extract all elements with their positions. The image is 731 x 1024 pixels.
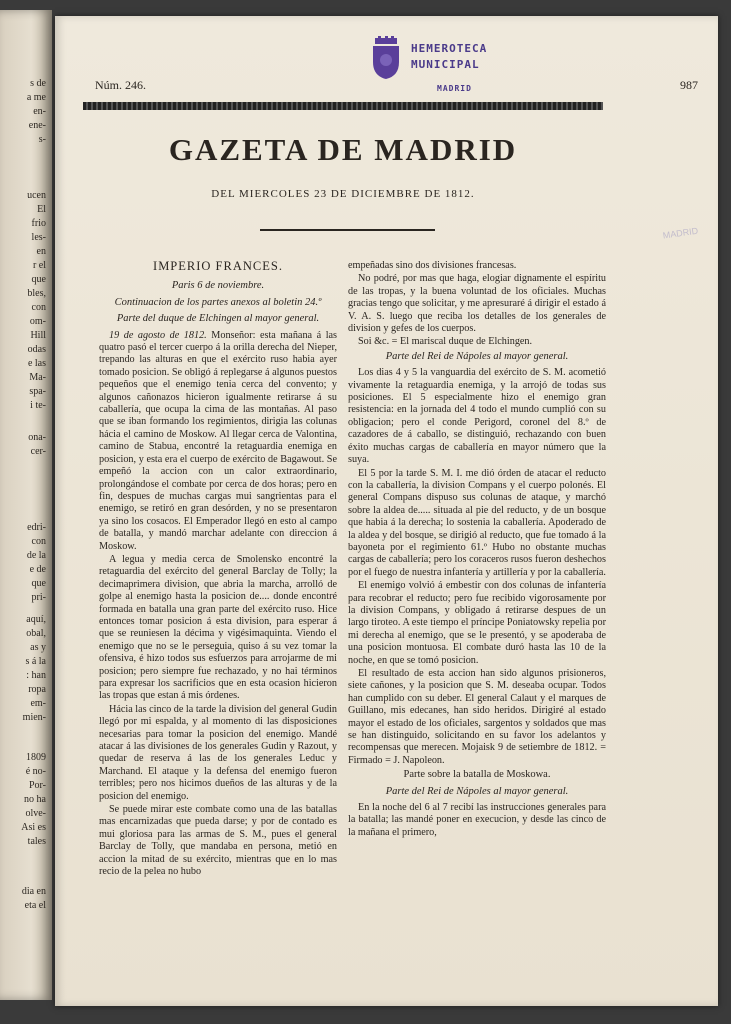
paragraph: empeñadas sino dos divisiones francesas. xyxy=(348,260,517,271)
dateline-place: Paris 6 de noviembre. xyxy=(171,280,265,292)
facing-page-text-fragment: en xyxy=(36,246,46,257)
library-stamp xyxy=(365,30,515,100)
facing-page-text-fragment: s á la xyxy=(25,656,46,667)
facing-page-text-fragment: Hill xyxy=(30,330,46,341)
facing-page-text-fragment: ona- xyxy=(28,432,46,443)
stamp-line-2: MUNICIPAL xyxy=(411,58,480,71)
masthead-title: GAZETA DE MADRID xyxy=(168,132,518,167)
facing-page-text-fragment: Por- xyxy=(28,780,46,791)
facing-page-text-fragment: é no- xyxy=(25,766,46,777)
facing-page-text-fragment: mien- xyxy=(22,712,46,723)
facing-page-text-fragment: a me xyxy=(26,92,46,103)
facing-page-text-fragment: les- xyxy=(31,232,46,243)
facing-page-text-fragment: cer- xyxy=(30,446,46,457)
facing-page-text-fragment: e las xyxy=(27,358,46,369)
paragraph: A legua y media cerca de Smolensko encontré la retaguardia del exército del general Barclay de Tolly; la decimaprimera division, que abria la marcha, arrolló de golpe al enemigo hasta la posicion de.... donde encontré formada en batalla una gran parte del exército ruso. Hice entonces tomar posicion á esta division, para esperar á que se reuniesen la décima y vigésimaquinta. Viendo el enemigo que no se le perseguia, quiso á su vez tomar la ofensiva, é hizo todos sus esfuerzos para arrojarme de mi posicion; pero siempre fue rechazado, y no hai términos para expresar los sacrificios que en esta ocasion hicieron las tropas que estan á mis órdenes. xyxy=(99,553,337,702)
facing-page-text-fragment: ropa xyxy=(28,684,46,695)
facing-page-text-fragment: s de xyxy=(30,78,46,89)
paragraph: 19 de agosto de 1812. Monseñor: esta mañana á las quatro pasó el tercer cuerpo á la orilla derecha del Nieper, trepando las alturas en que el exército ruso habia ayer tomado posicion. Se obligó á replegarse á algunos puestos pequeños que el enemigo tenia cerca del convento; y algunos cañonazos hicieron igualmente retirarse á su caballería, que ocupa la cima de las montañas. Al paso que se iban formando los regimientos, dirigia las colunas hácia el camino de Moskow. Al llegar cerca de Valontina, camino de Stabua, encontré la retaguardia enemiga en posicion, y esta era el cuerpo de exército de Bagawout. Se empeñó la accion con un calor extraordinario, prolongándose el combate por cerca de dos horas; pero en fin, despues de muchas cargas mui sangrientas para el enemigo, se retiró en gran desórden, y no se presentaron ya sino los cosacos. El Emperador llegó en esto al campo de batalla, y mandó marchar adelante con direccion á Moskow. xyxy=(99,329,338,552)
paragraph: Hácia las cinco de la tarde la division del general Gudin llegó por mi espalda, y al momento di las disposiciones necesarias para tomar la posicion del enemigo. Mandé atacar á las divisiones de los generales Gudin y Razout, y quedar de reserva á las de los generales Leduc y Marchand. El ataque y la defensa del enemigo fueron terribles; pero nos hicimos dueños de las alturas y de la posicion del enemigo. xyxy=(99,703,338,802)
facing-page-text-fragment: odas xyxy=(27,344,46,355)
issue-number: Núm. 246. xyxy=(95,78,146,92)
facing-page-text-fragment: eta el xyxy=(24,900,46,911)
stamp-line-1: HEMEROTECA xyxy=(411,42,488,55)
facing-page-text-fragment: con xyxy=(31,302,46,313)
facing-page-text-fragment: : han xyxy=(26,670,46,681)
subheading-report: Parte del duque de Elchingen al mayor general. xyxy=(116,313,320,325)
crown-seal-icon xyxy=(369,36,403,80)
facing-page-text-fragment: spa- xyxy=(29,386,46,397)
column-left xyxy=(99,260,337,880)
paragraph: El 5 por la tarde S. M. I. me dió órden de atacar el reducto con la caballería, la division Compans y el cuerpo polonés. El general Compans dispuso sus colunas de ataque, y marchó sobre la aldea de..... situada al pie del reducto, y de un bosque que habia á la derecha; lo sostenia la caballería. Apoderado de la aldea y del bosque, se dirigió al reducto, que fue tomado á la bayoneta por el regimiento 61.º Hubo no obstante muchas cargas de caballería; pero los coraceros rusos fueron deshechos por el fuego de nuestra infantería y artillería y por la caballería. xyxy=(348,467,606,578)
facing-page-text-fragment: ene- xyxy=(28,120,46,131)
paragraph: El enemigo volvió á embestir con dos colunas de infantería para recobrar el reducto; pero fue recibido vigorosamente por la division Compans, y obligado á retirarse despues de un largo tiroteo. A este tiempo el príncipe Poniatowsky repelia por mi derecha al enemigo, que se le presentó, y se apoderaba de una posicion montuosa. El combate duró hasta las 10 de la noche, en que se tomó posicion. xyxy=(348,580,606,666)
facing-page-text-fragment: e de xyxy=(29,564,46,575)
facing-page-text-fragment: om- xyxy=(29,316,46,327)
date-rule xyxy=(260,229,435,231)
paragraph: Los dias 4 y 5 la vanguardia del exército de S. M. acometió vivamente la retaguardia enemiga, y la arrojó de todas sus posiciones. El 5 especialmente hizo el enemigo gran resistencia: en la jornada del 4 todo el mundo cumplió con su obligacion; pero el conde Perigord, coronel del 8.º de cazadores de á caballo, se distinguió, rechazando con buen éxito muchas cargas de caballería en mayor número que la suya. xyxy=(348,367,606,466)
facing-page-text-fragment: bles, xyxy=(27,288,46,299)
paragraph: En la noche del 6 al 7 recibí las instrucciones generales para la batalla; las mandé poner en execucion, y desde las cinco de la mañana el primero, xyxy=(348,802,606,838)
facing-page-text-fragment: no ha xyxy=(24,794,46,805)
stamp-line-3: MADRID xyxy=(437,84,472,93)
facing-page-text-fragment: de la xyxy=(26,550,46,561)
paragraph: Soi &c. = El mariscal duque de Elchingen. xyxy=(358,336,533,348)
facing-page-text-fragment: pri- xyxy=(31,592,46,603)
facing-page-edge xyxy=(0,10,52,1000)
newspaper-page xyxy=(55,16,718,1006)
facing-page-text-fragment: que xyxy=(31,578,46,589)
facing-page-text-fragment: con xyxy=(31,536,46,547)
facing-page-text-fragment: r el xyxy=(32,260,46,271)
paragraph: No podré, por mas que haga, elogiar dignamente el espíritu de las tropas, y la buena voluntad de los oficiales. Muchas gracias tengo que solicitar, y me apresuraré á dirigir el estado á V. A. S. luego que reciba los detalles de los generales de division y gefes de los cuerpos. xyxy=(348,273,606,335)
facing-page-text-fragment: que xyxy=(31,274,46,285)
facing-page-text-fragment: as y xyxy=(30,642,46,653)
facing-page-text-fragment: edri- xyxy=(27,522,46,533)
column-right xyxy=(348,260,606,840)
facing-page-text-fragment: i te- xyxy=(30,400,46,411)
facing-page-text-fragment: tales xyxy=(27,836,46,847)
facing-page-text-fragment: El xyxy=(37,204,46,215)
facing-page-text-fragment: frio xyxy=(31,218,46,229)
facing-page-text-fragment: 1809 xyxy=(26,752,46,763)
facing-page-text-fragment: olve- xyxy=(25,808,46,819)
subheading-battle: Parte sobre la batalla de Moskowa. xyxy=(403,769,551,781)
facing-page-text-fragment: Ma- xyxy=(29,372,46,383)
facing-page-text-fragment: aquí, xyxy=(26,614,46,625)
facing-page-text-fragment: Asi es xyxy=(21,822,46,833)
section-heading: IMPERIO FRANCES. xyxy=(153,259,283,273)
paragraph-date: 19 de agosto de 1812. xyxy=(109,329,207,341)
facing-page-text-fragment: ucen xyxy=(27,190,46,201)
paragraph: Se puede mirar este combate como una de las batallas mas encarnizadas que pueda darse; y por de contado es mui gloriosa para las armas de S. M., pues el general Barclay de Tolly, que mandaba en persona, metió en accion la mitad de su exército, mientras que en lo mas recio de la pelea no hubo xyxy=(99,804,337,878)
faded-side-stamp xyxy=(640,193,722,263)
header-rule xyxy=(83,102,603,110)
facing-page-text-fragment: em- xyxy=(30,698,46,709)
facing-page-text-fragment: en- xyxy=(33,106,46,117)
facing-page-text-fragment: obal, xyxy=(26,628,46,639)
subheading-report: Parte del Rei de Nápoles al mayor general. xyxy=(385,350,569,362)
issue-date: DEL MIERCOLES 23 DE DICIEMBRE DE 1812. xyxy=(211,188,475,200)
subheading-continuation: Continuacion de los partes anexos al boletin 24.º xyxy=(114,296,322,308)
page-number: 987 xyxy=(680,78,698,92)
facing-page-text-fragment: dia en xyxy=(21,886,46,897)
paragraph: El resultado de esta accion han sido algunos prisioneros, siete cañones, y la posicion que S. M. deseaba ocupar. Todos han cumplido con su deber. El general Calaut y el marques de Guillano, mis edecanes, han sido heridos. Dirigiré al estado mayor el estado de los oficiales, sargentos y soldados que mas se han distinguido, solicitando en su favor los adelantos y recompensas que merecen. Mojaisk 9 de setiembre de 1812. = Firmado = J. Napoleon. xyxy=(348,668,606,766)
subheading-report: Parte del Rei de Nápoles al mayor general. xyxy=(385,785,569,797)
side-stamp-text: MADRID xyxy=(662,225,699,241)
facing-page-text-fragment: s- xyxy=(38,134,46,145)
